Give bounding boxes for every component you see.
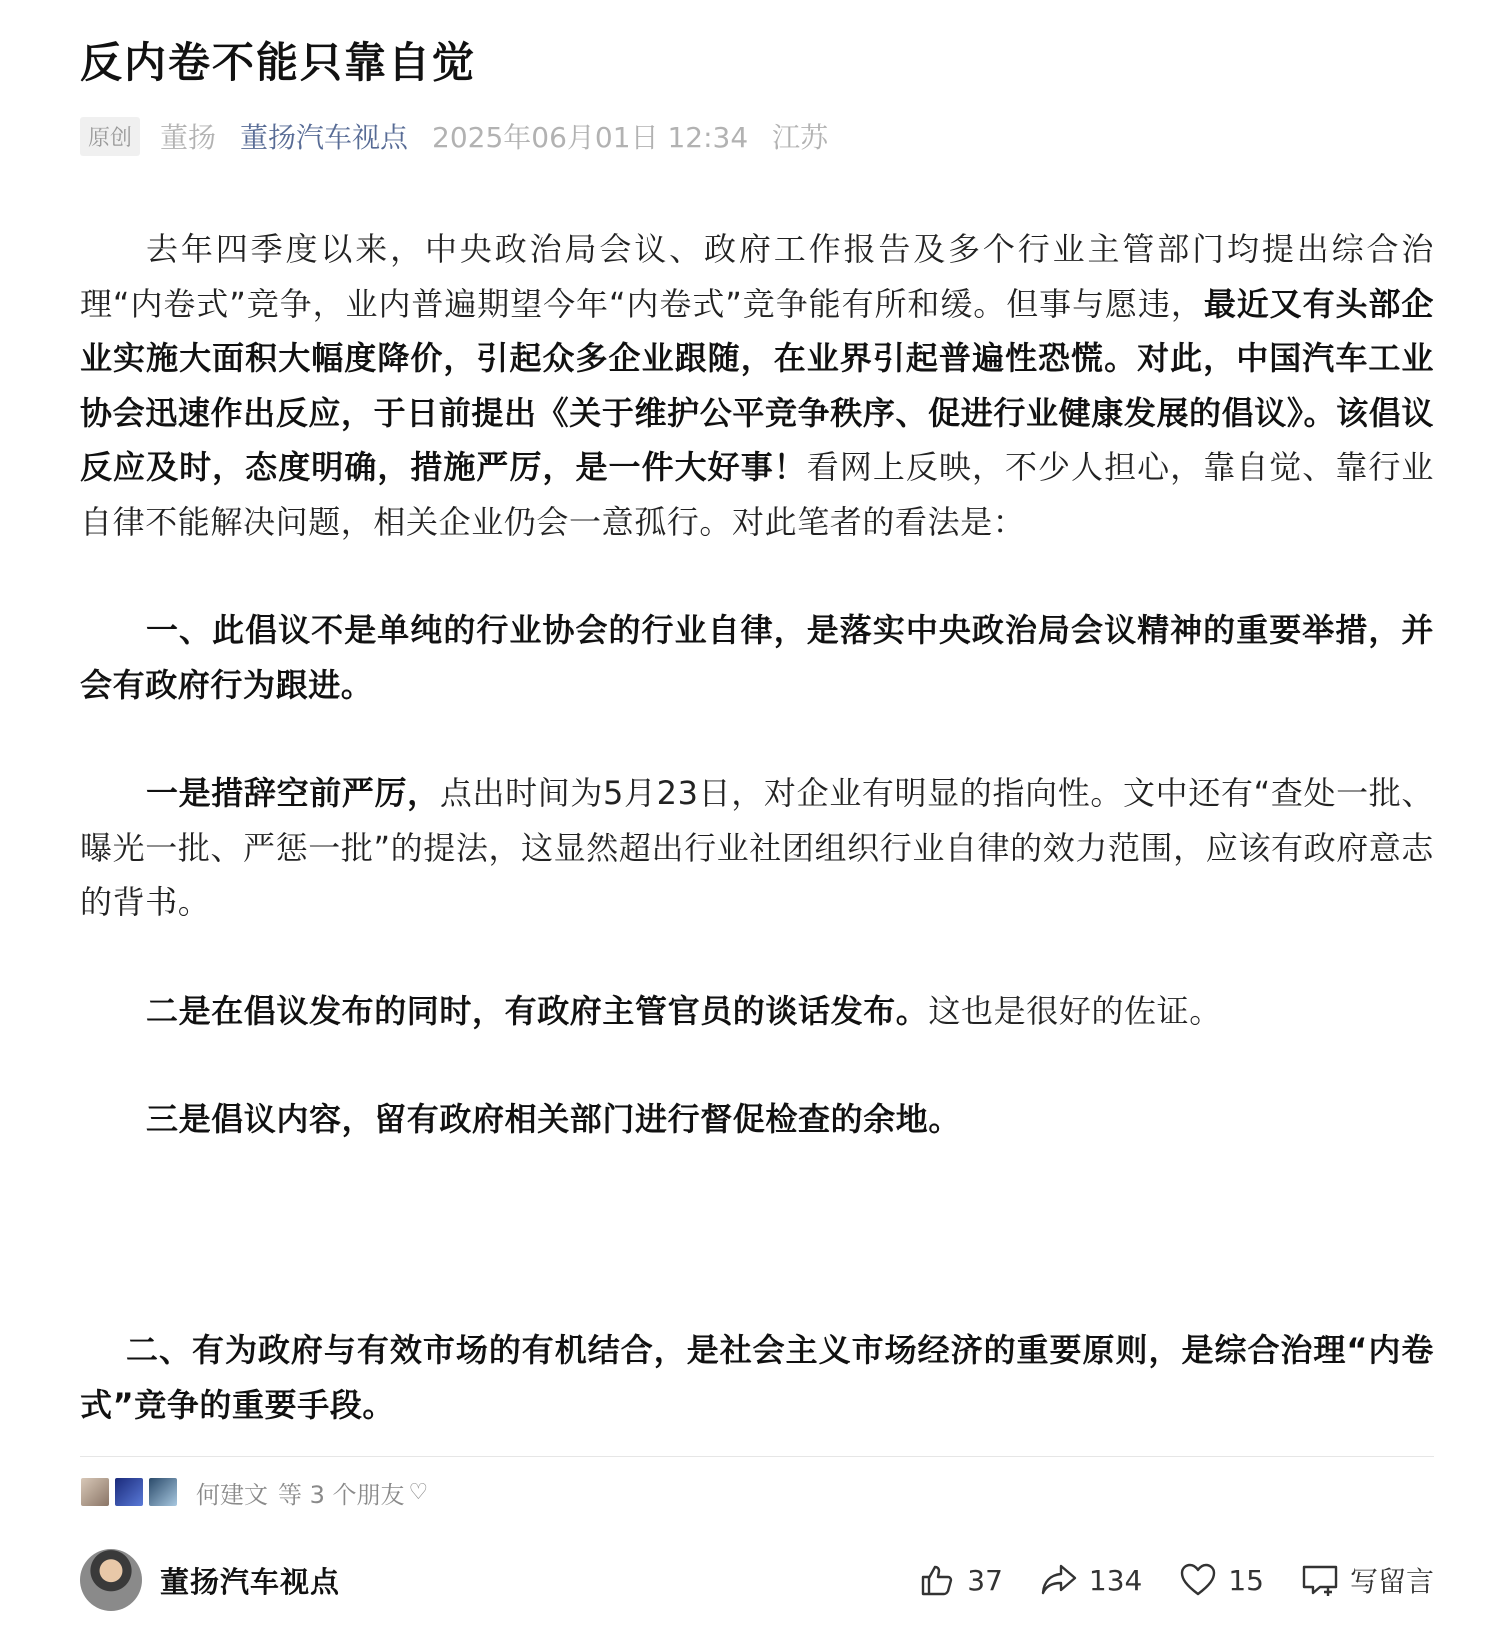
account-name[interactable]: 董扬汽车视点: [160, 1564, 341, 1599]
share-button[interactable]: [1039, 1560, 1142, 1600]
publish-date: 2025年06月01日 12:34: [432, 121, 749, 154]
friends-count-text: 等 3 个朋友: [278, 1480, 405, 1509]
paragraph-heading-1: [80, 603, 1434, 712]
account-avatar[interactable]: [80, 1549, 142, 1611]
paragraph-bold-text: 三是倡议内容，留有政府相关部门进行督促检查的余地。: [146, 1100, 962, 1138]
author-name: 董扬: [160, 121, 217, 154]
paragraph-text: 去年四季度以来，中央政治局会议、政府工作报告及多个行业主管部门均提出综合治理“内卷式”竞争，业内普遍期望今年“内卷式”竞争能有所和缓。但事与愿违，: [80, 230, 1434, 323]
paragraph-point-3: [80, 1092, 1434, 1147]
paragraph-bold-text: 一是措辞空前严厉，: [146, 774, 440, 812]
paragraph-point-2: [80, 984, 1434, 1039]
paragraph-point-1: [80, 766, 1434, 930]
paragraph-text: 点出时间为5月23日，对企业有明显的指向性。文中还有“查处一批、曝光一批、严惩一批”的提法，这显然超出行业社团组织行业自律的效力范围，应该有政府意志的背书。: [80, 774, 1435, 921]
original-badge: 原创: [80, 117, 140, 156]
friend-avatar: [114, 1477, 144, 1507]
article-title: 反内卷不能只靠自觉: [80, 38, 477, 87]
paragraph-bold-text: 二是在倡议发布的同时，有政府主管官员的谈话发布。: [146, 991, 929, 1030]
publish-location: 江苏: [772, 121, 829, 154]
action-group: [881, 1548, 1434, 1612]
heart-icon: [1178, 1560, 1218, 1600]
friend-avatar: [80, 1477, 110, 1507]
paragraph-text: 这也是很好的佐证。: [928, 991, 1222, 1030]
paragraph-intro: [80, 222, 1434, 549]
article-meta: [80, 115, 828, 157]
paragraph-text: 看网上反映，不少人担心，靠自觉、靠行业自律不能解决问题，相关企业仍会一意孤行。对此笔者的看法是：: [80, 448, 1435, 541]
friend-avatar: [148, 1477, 178, 1507]
paragraph-bold-text: 最近又有头部企业实施大面积大幅度降价，引起众多企业跟随，在业界引起普遍性恐慌。对此，中国汽车工业协会迅速作出反应，于日前提出《关于维护公平竞争秩序、促进行业健康发展的倡议》。该倡议反应及时，态度明确，措施严厉，是一件大好事！: [80, 284, 1434, 486]
like-button[interactable]: [917, 1560, 1003, 1600]
like-count: 37: [967, 1563, 1003, 1597]
share-count: 134: [1088, 1563, 1143, 1597]
paragraph-bold-text: 二、有为政府与有效市场的有机结合，是社会主义市场经济的重要原则，是综合治理“内卷式”竞争的重要手段。: [80, 1331, 1434, 1424]
thumbs-up-icon: [917, 1560, 957, 1600]
divider: [80, 1456, 1434, 1457]
article-body: [80, 222, 1434, 1147]
heart-button[interactable]: [1178, 1560, 1264, 1600]
friend-name: 何建文: [196, 1480, 268, 1509]
account-link[interactable]: 董扬汽车视点: [240, 121, 409, 154]
bottom-bar: [80, 1548, 1434, 1612]
paragraph-heading-2: [80, 1323, 1434, 1432]
comment-label: 写留言: [1349, 1565, 1434, 1598]
comment-button[interactable]: [1300, 1560, 1434, 1600]
small-heart-icon: ♡: [408, 1479, 429, 1505]
share-icon: [1039, 1560, 1079, 1600]
heart-count: 15: [1228, 1563, 1264, 1597]
comment-icon: [1300, 1560, 1340, 1600]
friends-liked-row[interactable]: [80, 1475, 428, 1509]
paragraph-bold-text: 一、此倡议不是单纯的行业协会的行业自律，是落实中央政治局会议精神的重要举措，并会有政府行为跟进。: [80, 611, 1434, 704]
